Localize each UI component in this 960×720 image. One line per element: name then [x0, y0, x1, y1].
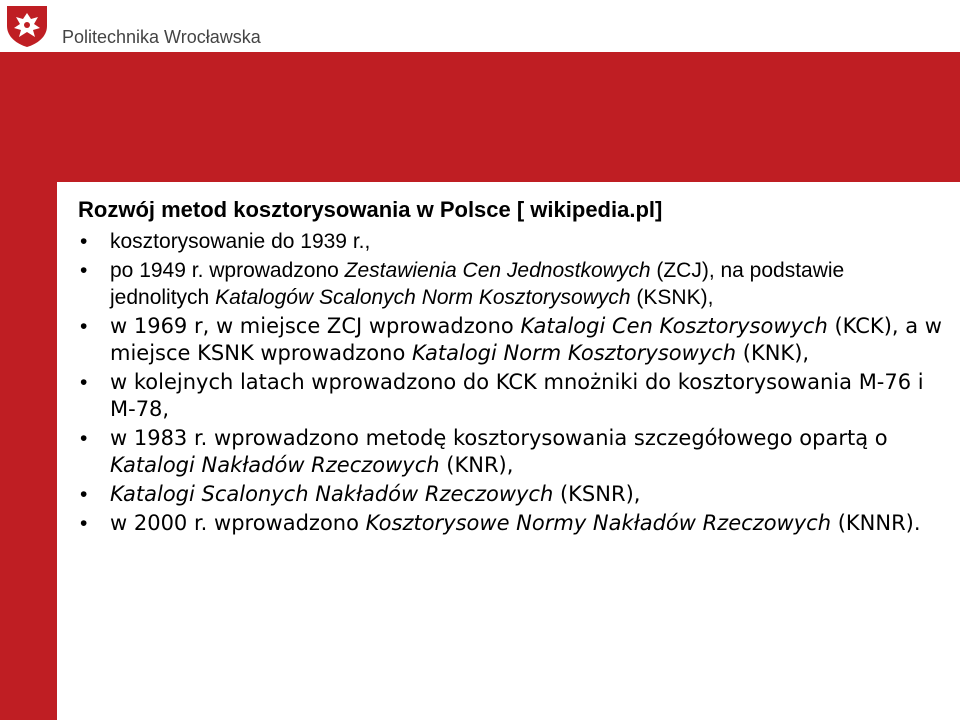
bullet-text: w 2000 r. wprowadzono [110, 511, 366, 535]
bullet-text: (KNR), [439, 453, 514, 477]
header [0, 0, 960, 52]
bullet-text: (KNK), [736, 341, 810, 365]
bullet-item [78, 313, 948, 367]
brand-name: Politechnika Wrocławska [62, 27, 261, 47]
bullet-text: w 1983 r. wprowadzono metodę kosztorysowania szczegółowego opartą o [110, 426, 888, 450]
bullet-text-italic: Katalogi Cen Kosztorysowych [520, 314, 828, 338]
bullet-text: w 1969 r, w miejsce ZCJ wprowadzono [110, 314, 521, 338]
bullet-item [78, 425, 948, 479]
university-crest-icon [4, 4, 50, 48]
bullet-text: (KSNK), [630, 286, 714, 309]
bullet-text: (KCK), a w miejsce KSNK wprowadzono [110, 314, 942, 365]
bullet-text-italic: Katalogi Scalonych Nakładów Rzeczowych [110, 482, 554, 506]
bullet-list [78, 228, 948, 537]
bullet-text: (KSNR), [553, 482, 641, 506]
bullet-text-italic: Katalogi Norm Kosztorysowych [412, 341, 737, 365]
bullet-item [78, 369, 948, 423]
slide-content [78, 196, 948, 539]
bullet-item [78, 510, 948, 537]
bullet-text: po 1949 r. wprowadzono [110, 259, 345, 282]
bullet-text: kosztorysowanie do 1939 r., [110, 230, 371, 253]
bullet-text-italic: Zestawienia Cen Jednostkowych [344, 259, 651, 282]
bullet-text-italic: Katalogi Nakładów Rzeczowych [110, 453, 440, 477]
bullet-item [78, 257, 948, 311]
bullet-text: w kolejnych latach wprowadzono do KCK mnożniki do kosztorysowania M-76 i M-78, [110, 370, 924, 421]
bullet-item [78, 481, 948, 508]
bullet-text: (ZCJ), na podstawie jednolitych [110, 259, 845, 309]
left-accent-bar [0, 52, 57, 720]
bullet-text-italic: Kosztorysowe Normy Nakładów Rzeczowych [365, 511, 832, 535]
bullet-text-italic: Katalogów Scalonych Norm Kosztorysowych [215, 286, 631, 309]
slide-title: Rozwój metod kosztorysowania w Polsce [ wikipedia.pl] [78, 197, 663, 222]
bullet-text: (KNNR). [831, 511, 921, 535]
bullet-item [78, 228, 948, 255]
top-accent-band [57, 52, 960, 182]
